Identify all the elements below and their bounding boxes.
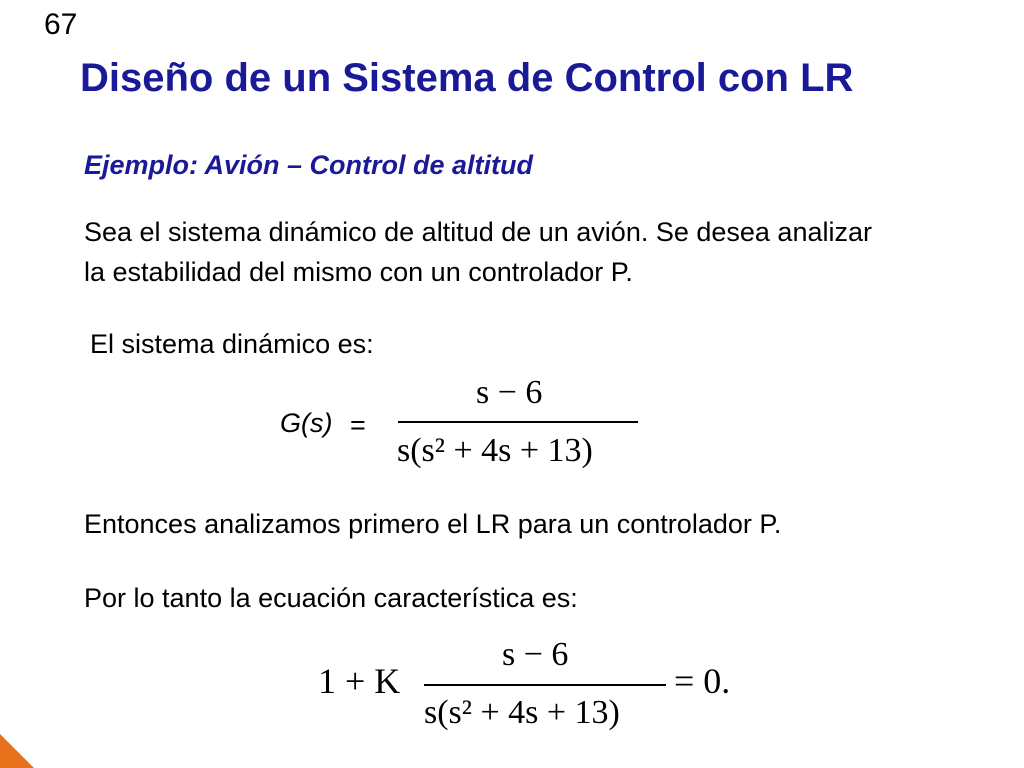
corner-triangle-decoration bbox=[0, 734, 34, 768]
characteristic-equation-prefix: 1 + K bbox=[318, 661, 401, 701]
characteristic-intro-text: Por lo tanto la ecuación característica es: bbox=[84, 583, 578, 613]
characteristic-equation-suffix: = 0. bbox=[674, 661, 731, 701]
fraction-bar bbox=[424, 684, 666, 686]
transfer-function-equals: = bbox=[350, 410, 366, 440]
transfer-function-denominator: s(s² + 4s + 13) bbox=[397, 432, 593, 469]
characteristic-equation-denominator: s(s² + 4s + 13) bbox=[424, 694, 620, 731]
analysis-text: Entonces analizamos primero el LR para un controlador P. bbox=[84, 509, 782, 539]
intro-text-line-2: la estabilidad del mismo con un controlador P. bbox=[84, 257, 633, 287]
intro-text-line-1: Sea el sistema dinámico de altitud de un avión. Se desea analizar bbox=[84, 217, 872, 247]
example-heading: Ejemplo: Avión – Control de altitud bbox=[84, 150, 534, 180]
transfer-function-numerator: s − 6 bbox=[476, 374, 543, 411]
slide-number: 67 bbox=[44, 8, 78, 41]
slide-title: Diseño de un Sistema de Control con LR bbox=[80, 56, 854, 100]
characteristic-equation-numerator: s − 6 bbox=[502, 636, 569, 673]
system-label: El sistema dinámico es: bbox=[90, 329, 374, 359]
fraction-bar bbox=[398, 421, 638, 423]
transfer-function-lhs: G(s) bbox=[280, 408, 333, 438]
